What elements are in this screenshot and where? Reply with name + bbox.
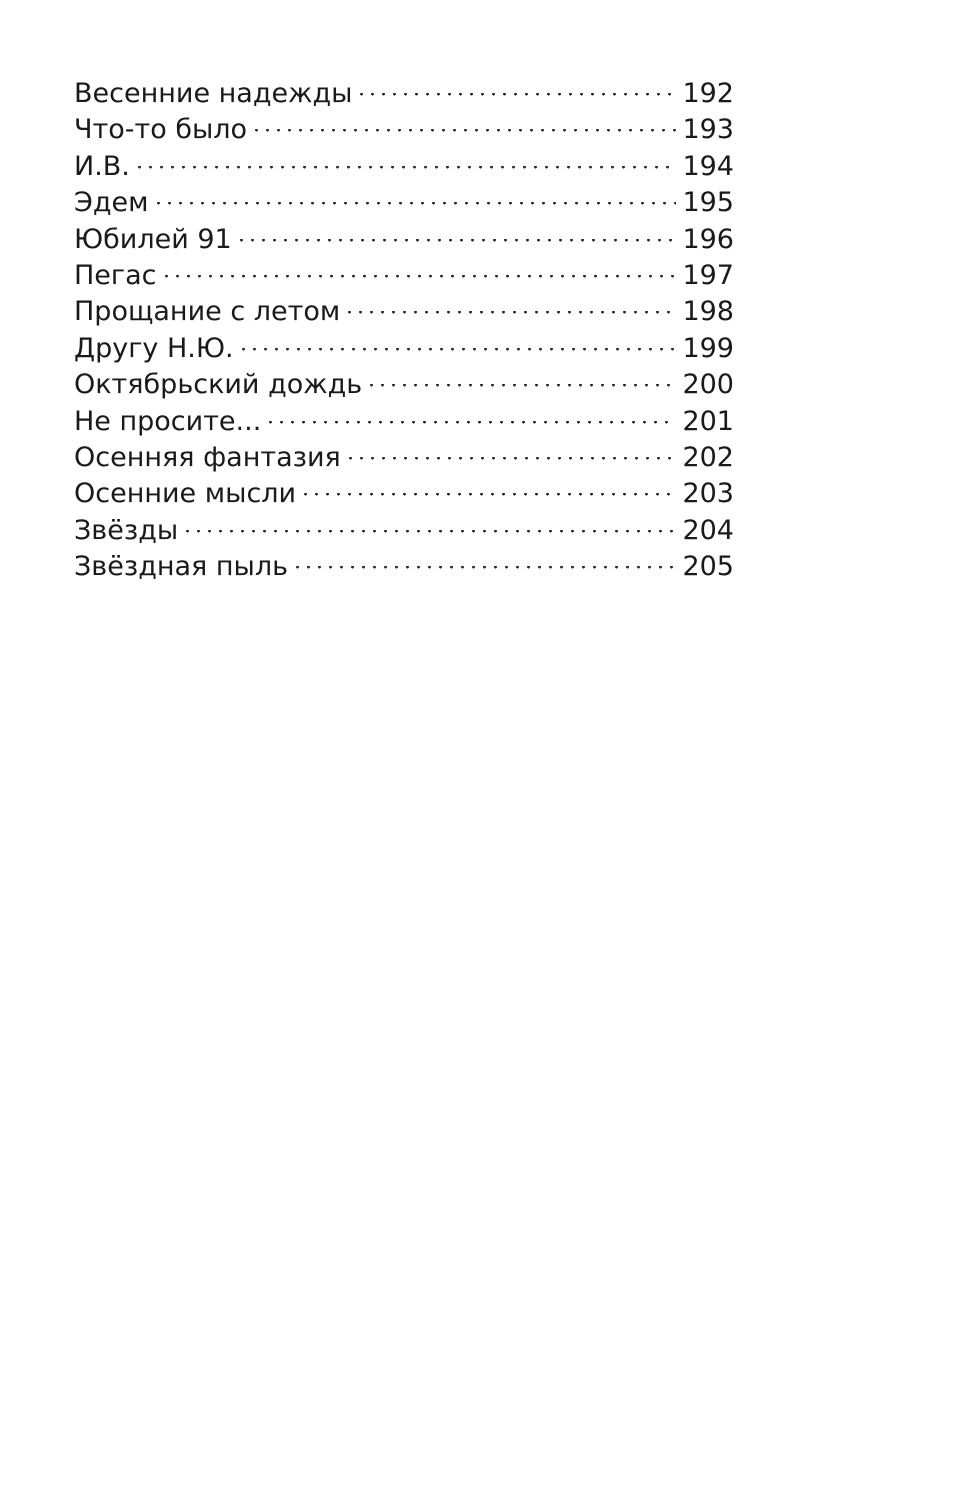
toc-entry <box>74 112 734 148</box>
toc-entry-title: Осенняя фантазия <box>74 441 341 473</box>
toc-entry-page: 197 <box>682 259 734 291</box>
toc-entry <box>74 513 734 549</box>
toc-entry-title: Что-то было <box>74 114 248 146</box>
toc-entry-title: Весенние надежды <box>74 78 353 109</box>
toc-entry-title: И.В. <box>74 150 130 182</box>
toc-entry-page: 199 <box>682 332 734 364</box>
toc-entry-title: Октябрьский дождь <box>74 369 363 401</box>
toc-entry <box>74 404 734 440</box>
toc-entry-page: 193 <box>682 114 734 146</box>
toc-entry-page: 194 <box>682 150 734 182</box>
toc-entry <box>74 149 734 185</box>
toc-entry <box>74 367 734 403</box>
toc-entry-page: 202 <box>682 441 734 473</box>
dot-leader <box>356 93 676 96</box>
toc-entry-page: 196 <box>682 223 734 255</box>
toc-entry-title: Звёздная пыль <box>74 551 289 583</box>
toc-entry <box>74 476 734 512</box>
toc-entry-title: Не просите... <box>74 405 262 437</box>
toc-entry-page: 192 <box>682 78 734 109</box>
toc-entry-title: Эдем <box>74 187 149 219</box>
toc-entry-page: 195 <box>682 187 734 219</box>
table-of-contents <box>74 76 734 585</box>
dot-leader <box>292 566 676 569</box>
dot-leader <box>251 129 676 132</box>
toc-entry-title: Звёзды <box>74 514 179 546</box>
toc-entry <box>74 76 734 112</box>
dot-leader <box>161 275 677 278</box>
dot-leader <box>153 202 677 205</box>
toc-entry <box>74 331 734 367</box>
toc-entry-title: Другу Н.Ю. <box>74 332 234 364</box>
toc-entry-page: 200 <box>682 369 734 401</box>
toc-entry-page: 205 <box>682 551 734 583</box>
toc-entry-page: 201 <box>682 405 734 437</box>
toc-entry-title: Прощание с летом <box>74 296 341 328</box>
toc-entry <box>74 185 734 221</box>
toc-entry <box>74 222 734 258</box>
toc-entry-page: 198 <box>682 296 734 328</box>
dot-leader <box>265 421 676 424</box>
toc-entry <box>74 440 734 476</box>
toc-entry <box>74 294 734 330</box>
toc-entry-title: Пегас <box>74 259 157 291</box>
dot-leader <box>366 384 676 387</box>
dot-leader <box>238 348 677 351</box>
toc-entry-page: 204 <box>682 514 734 546</box>
dot-leader <box>345 457 677 460</box>
dot-leader <box>344 311 676 314</box>
toc-entry-page: 203 <box>682 478 734 510</box>
dot-leader <box>134 166 677 169</box>
dot-leader <box>236 239 677 242</box>
toc-entry <box>74 549 734 585</box>
dot-leader <box>300 493 676 496</box>
toc-entry-title: Осенние мысли <box>74 478 297 510</box>
toc-entry-title: Юбилей 91 <box>74 223 232 255</box>
dot-leader <box>182 530 676 533</box>
toc-entry <box>74 258 734 294</box>
